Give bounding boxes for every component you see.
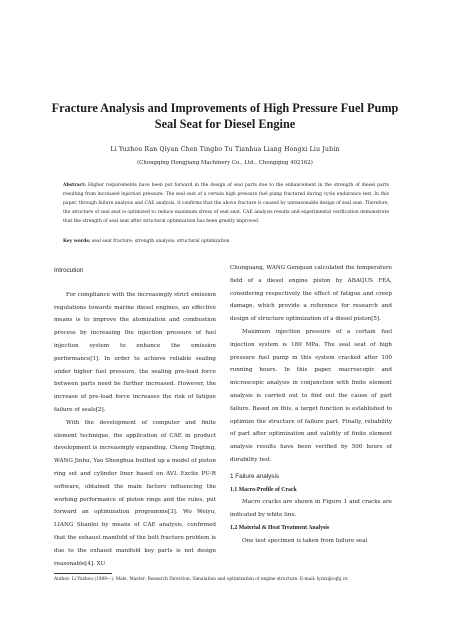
- body-paragraph: With the development of computer and finite element technique, the application of CAE in product development is increasingly expanding. Cheng Tingting, WANG Jinhu, Yao Shenghua builted up a model of piston ring set and cylinder liner based on AVL Excite PU-R software, obtained the main factors influencing the working performance of piston rings and the rules, put forward an optimization programme[3]. Wo Weiyu, LIANG Shanlei by means of CAE analysis, confirmed that the exhaust manifold of the bolt fracture problem is due to the exhaust manifold key parts is not design reasonable[4]. XU: [54, 419, 216, 567]
- subsection-heading-material-analysis: 1.2 Material & Heat Treatment Analysis: [230, 524, 330, 531]
- abstract-text: Higher requirements have been put forward in the design of seal parts due to the enhancement in the strength of diesel parts resulting from increased injection pressure. The seal seat of a certain high pressure fuel pump fractured during cycle endurance test. In this paper, through failure analysis and CAE analysis, it confirms that the above fracture is caused by unreasonable design of seal seat. Therefore, the structure of seal seat is optimized to reduce maximum stress of seal seat. CAE analysis results and experimental verification demonstrate that the strength of seal seat after structural optimization has been greatly improved.: [63, 183, 389, 224]
- author-footnote: Author: Li Yuzhou (1988—), Male, Master; Research Direction: Simulation and optimization of engine structure. E-mail: lyzxx@cqhj.cn: [54, 577, 348, 582]
- author-list: Li Yuzhou Ran Qiyan Chen Tingbo Tu Tianhua Liang Hongxi Liu Jubin: [110, 146, 340, 153]
- body-paragraph: Maximum injection pressure of a certain fuel injection system is 180 MPa. The seal seat of high pressure fuel pump in this system cracked after 100 running hours. In this paper, macroscopic and microscopic analysis in conjunction with finite element analysis is carried out to find out the cause of part failure. Based on this, a target function is established to optimize the structure of failure part. Finally, reliability of part after optimization and validity of finite element analysis results have been verified by 500 hours of durability test.: [230, 328, 392, 463]
- paper-title: Fracture Analysis and Improvements of High Pressure Fuel Pump Seal Seat for Diesel Engine: [51, 101, 399, 131]
- affiliation: (Chongqing Hongjiang Machinery Co., Ltd., Chongqing 402162): [137, 160, 313, 166]
- body-paragraph: Chunguang, WANG Genquan calculated the temperature field of a diesel engine piston by ABAQUS FEA, considering respectively the effect of fatigue and creep damage, which provide a reference for research and design of structure optimization of a diesel piston[5].: [230, 265, 392, 323]
- keywords: [63, 237, 389, 246]
- introduction-heading: Introcution: [54, 267, 84, 274]
- right-column: [230, 262, 392, 548]
- subsection-heading-macro-profile: 1.1 Macro-Profile of Crack: [230, 486, 297, 493]
- section-heading-failure-analysis: 1 Failure analysis: [230, 472, 279, 480]
- keywords-text: seal seat fracture; strength analysis; structural optimization: [90, 239, 230, 244]
- body-paragraph: For compliance with the increasingly strict emission regulations towards marine diesel engines, an effective means is to improve the atomization and combustion process by increasing the injection pressure of fuel injection system to enhance the emission performance[1]. In order to achieve reliable sealing under higher fuel pressure, the sealing pre-load force between parts need be further increased. However, the increase of pre-load force increases the risk of fatigue failure of seals[2].: [54, 291, 216, 413]
- body-paragraph: Macro cracks are shown in Figure 1 and cracks are indicated by white line.: [230, 499, 392, 519]
- abstract-label: Abstract:: [63, 183, 87, 188]
- left-column: [54, 262, 216, 570]
- keywords-label: Key words:: [63, 239, 91, 244]
- abstract: [63, 181, 389, 226]
- body-paragraph: One test specimen is taken from failure seal: [242, 537, 368, 544]
- footnote-rule: [54, 573, 112, 574]
